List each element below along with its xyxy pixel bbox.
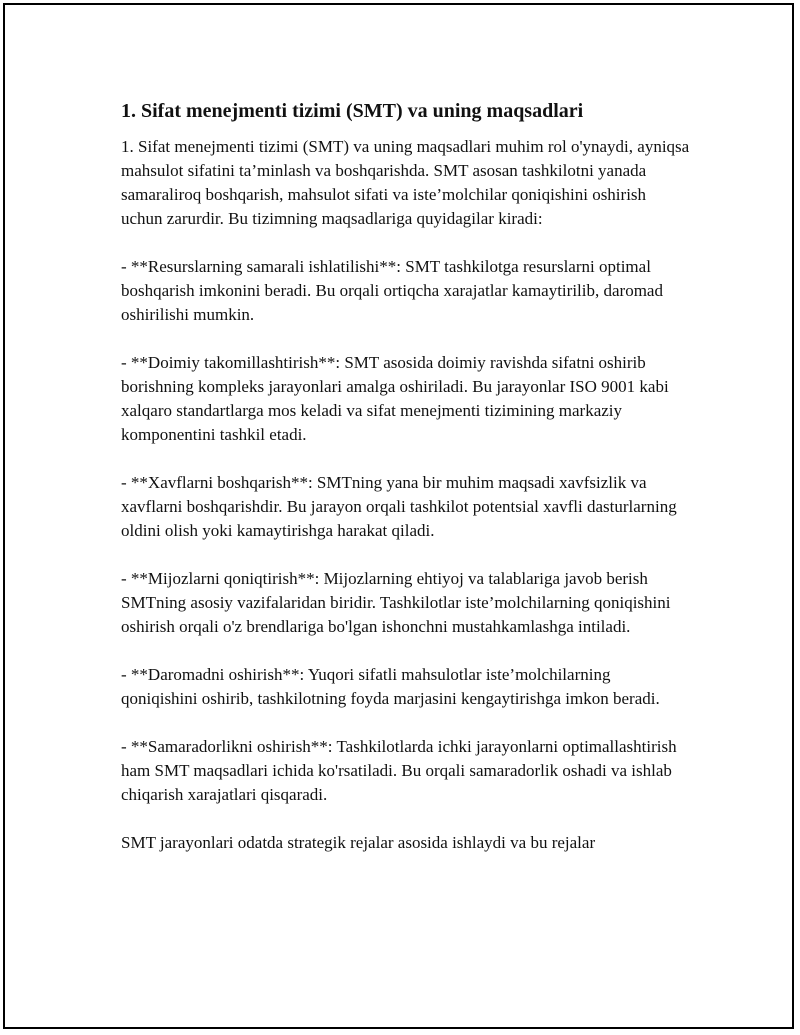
- customer-satisfaction-paragraph: - **Mijozlarni qoniqtirish**: Mijozlarning ehtiyoj va talablariga javob berish SMTning asosiy vazifalaridan biridir. Tashkilotlar iste’molchilarning qoniqishini oshirish orqali o'z brendlariga bo'lgan ishonchni mustahkamlashga intiladi.: [121, 569, 671, 636]
- resources-paragraph: - **Resurslarning samarali ishlatilishi**: SMT tashkilotga resurslarni optimal boshqarish imkonini beradi. Bu orqali ortiqcha xarajatlar kamaytirilib, daromad oshirilishi mumkin.: [121, 257, 663, 324]
- risk-management-paragraph: - **Xavflarni boshqarish**: SMTning yana bir muhim maqsadi xavfsizlik va xavflarni boshqarishdir. Bu jarayon orqali tashkilot potentsial xavfli dasturlarning oldini olish yoki kamaytirishga harakat qiladi.: [121, 473, 677, 540]
- efficiency-paragraph: - **Samaradorlikni oshirish**: Tashkilotlarda ichki jarayonlarni optimallashtirish ham SMT maqsadlari ichida ko'rsatiladi. Bu orqali samaradorlik oshadi va ishlab chiqarish xarajatlari qisqaradi.: [121, 737, 677, 804]
- closing-paragraph: SMT jarayonlari odatda strategik rejalar asosida ishlaydi va bu rejalar: [121, 833, 596, 852]
- intro-paragraph: 1. Sifat menejmenti tizimi (SMT) va uning maqsadlari muhim rol o'ynaydi, ayniqsa mahsulot sifatini ta’minlash va boshqarishda. SMT asosan tashkilotni yanada samaraliroq boshqarish, mahsulot sifati va iste’molchilar qoniqishini oshirish uchun zarurdir. Bu tizimning maqsadlariga quyidagilar kiradi:: [121, 137, 690, 228]
- document-page: [3, 3, 794, 1029]
- page-title: 1. Sifat menejmenti tizimi (SMT) va uning maqsadlari: [121, 100, 584, 122]
- document-body: [121, 97, 691, 879]
- profit-paragraph: - **Daromadni oshirish**: Yuqori sifatli mahsulotlar iste’molchilarning qoniqishini oshirib, tashkilotning foyda marjasini kengaytirishga imkon beradi.: [121, 665, 660, 708]
- continuous-improvement-paragraph: - **Doimiy takomillashtirish**: SMT asosida doimiy ravishda sifatni oshirib borishning kompleks jarayonlari amalga oshiriladi. Bu jarayonlar ISO 9001 kabi xalqaro standartlarga mos keladi va sifat menejmenti tizimining markaziy komponentini tashkil etadi.: [121, 353, 669, 444]
